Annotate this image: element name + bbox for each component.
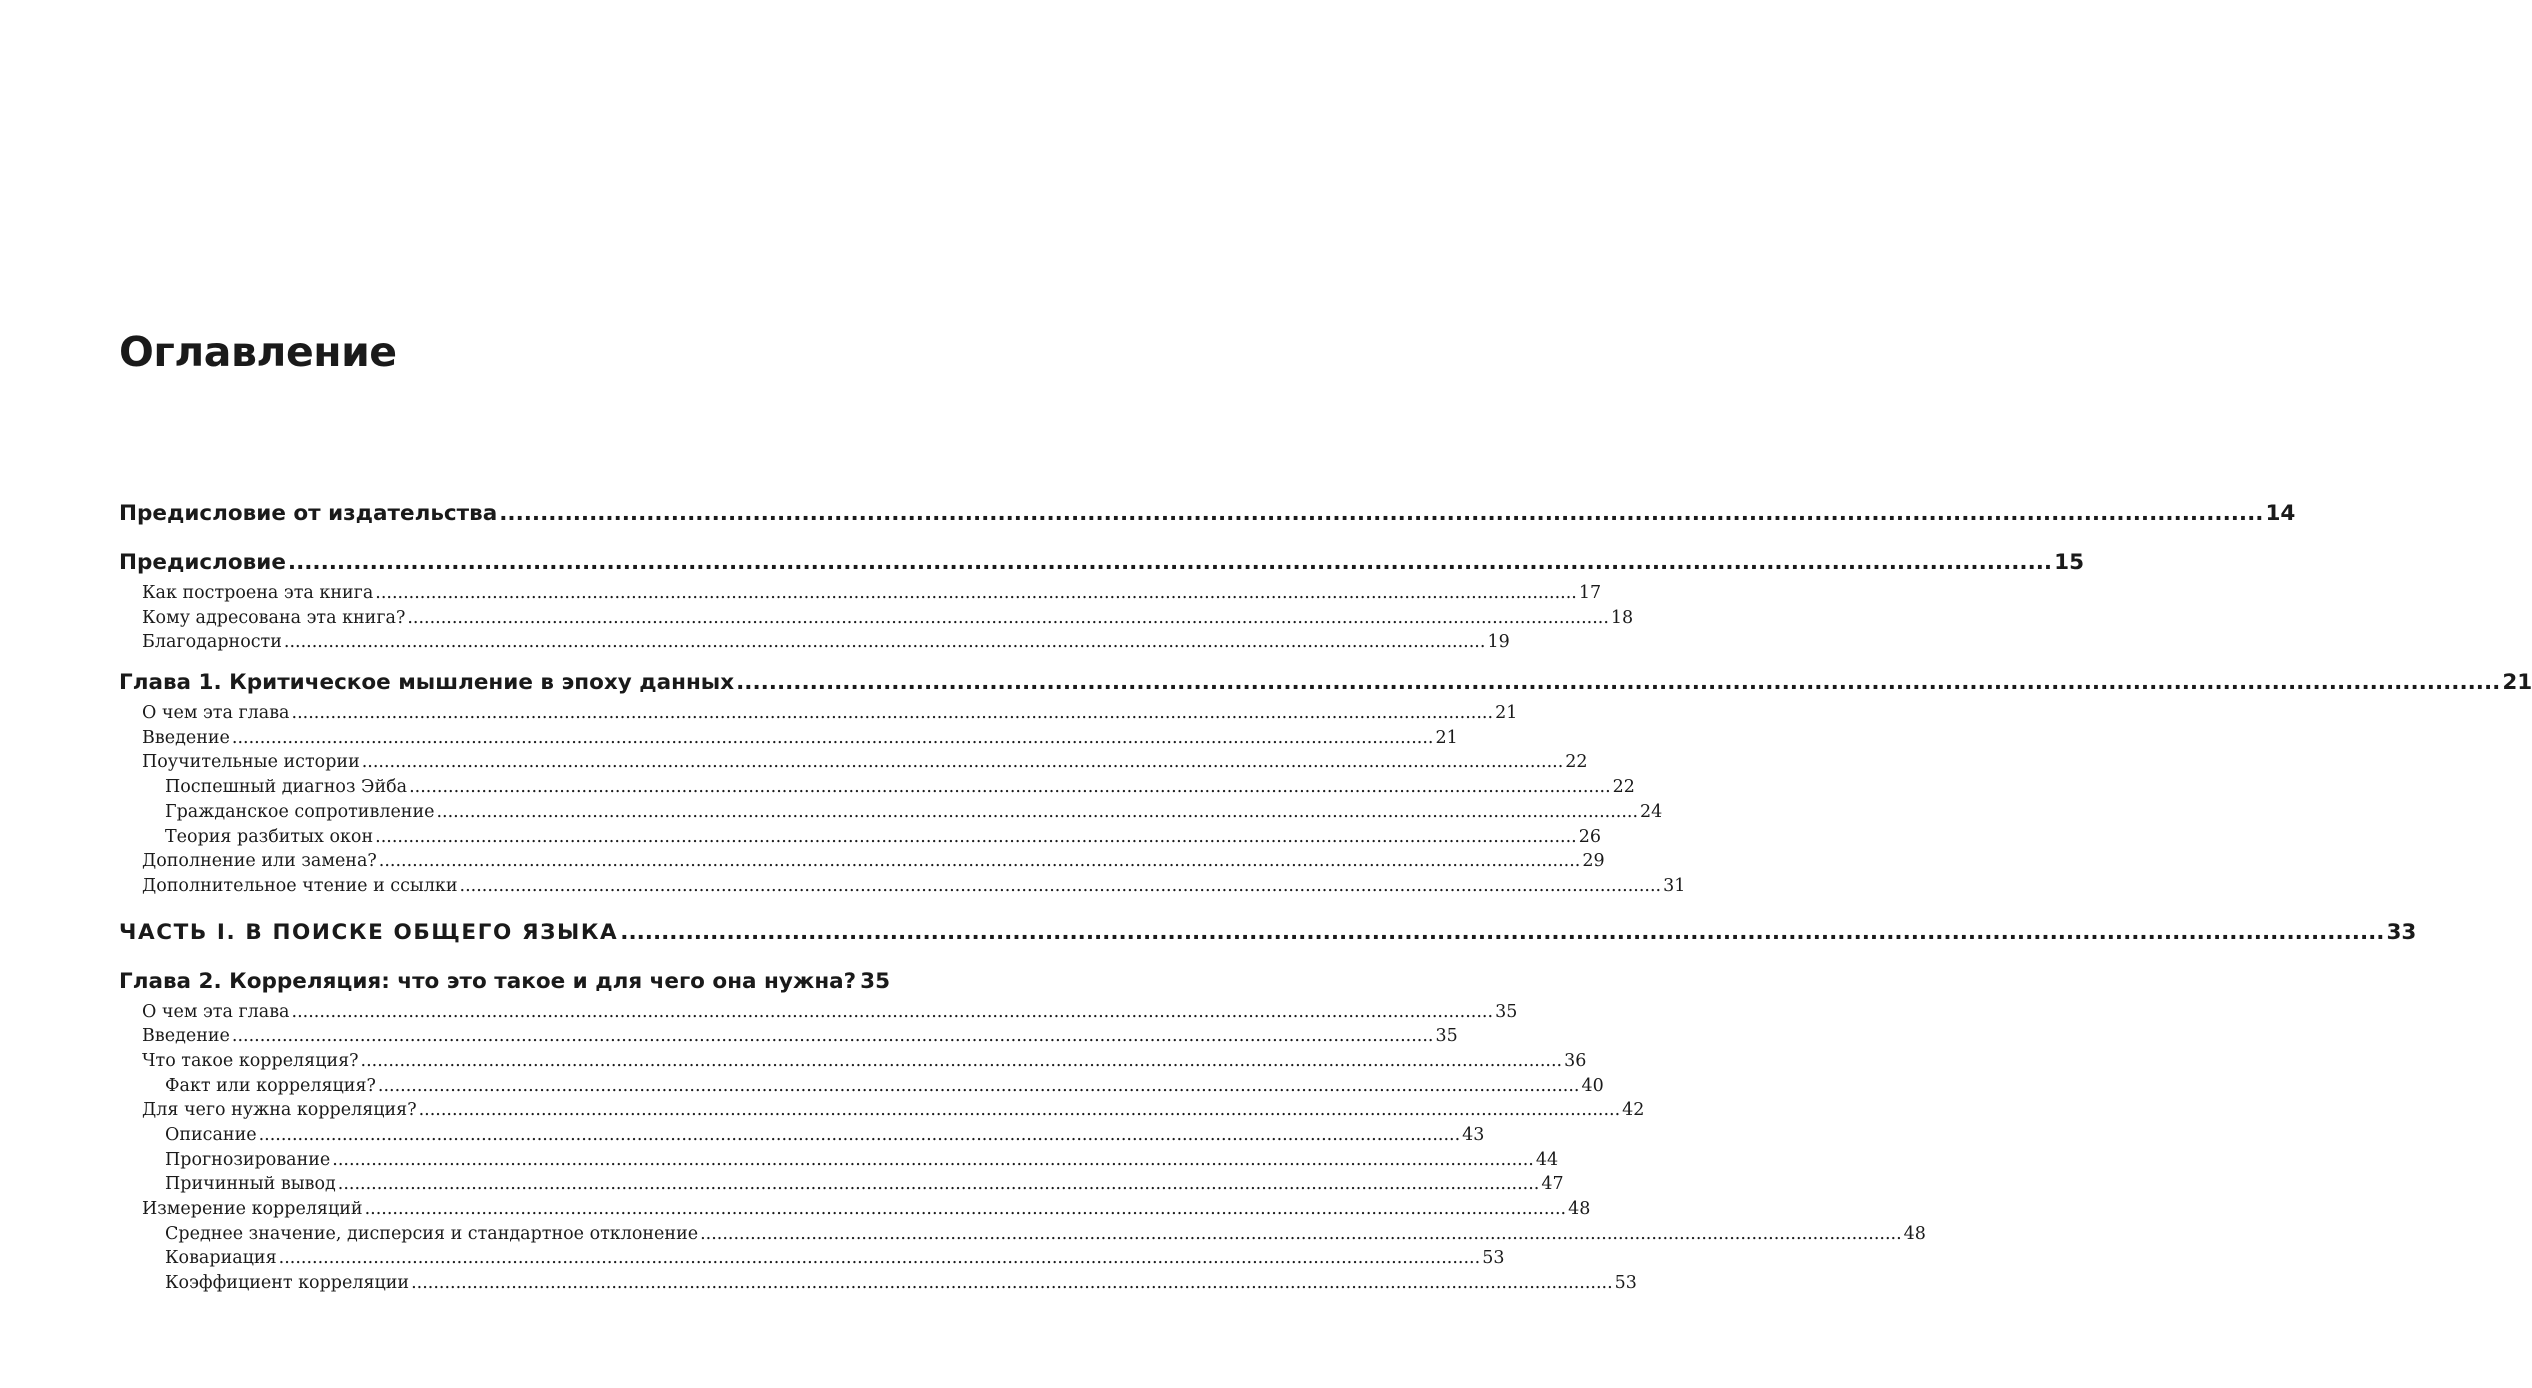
dot-leader: ........................................................................................................................................................................................................................ xyxy=(364,1199,1567,1220)
toc-subsubentry[interactable] xyxy=(119,1271,1637,1296)
dot-leader: ........................................................................................................................................................................................................................ xyxy=(291,1001,1494,1022)
toc-subentry-label: Как построена эта книга xyxy=(142,583,374,603)
toc-entry-preface[interactable] xyxy=(119,545,2085,581)
toc-subentry-page: 40 xyxy=(1581,1075,1604,1096)
toc-subentry-page: 48 xyxy=(1568,1199,1591,1220)
toc-subentry-label: Введение xyxy=(142,1026,230,1047)
dot-leader: ........................................................................................................................................................................................................................ xyxy=(337,1174,1540,1195)
toc-subentry-page: 48 xyxy=(1903,1223,1926,1244)
toc-subentry-page: 53 xyxy=(1482,1248,1505,1269)
toc-subentry-page: 18 xyxy=(1610,607,1634,628)
dot-leader: ........................................................................................................................................................................................................................ xyxy=(459,875,1662,896)
dot-leader: ........................................................................................................................................................................................................................ xyxy=(499,501,2264,526)
toc-entry-label: ЧАСТЬ I. В ПОИСКЕ ОБЩЕГО ЯЗЫКА xyxy=(119,919,619,945)
toc-entry-part-1[interactable] xyxy=(119,915,2417,951)
toc-subentry[interactable] xyxy=(119,581,1602,606)
dot-leader: ........................................................................................................................................................................................................................ xyxy=(409,777,1611,798)
toc-subentry-label: Дополнительное чтение и ссылки xyxy=(142,875,458,896)
toc-subentry-page: 35 xyxy=(1495,1001,1518,1022)
dot-leader: ........................................................................................................................................................................................................................ xyxy=(411,1273,1613,1294)
toc-subentry-page: 17 xyxy=(1578,583,1602,603)
toc-subentry[interactable] xyxy=(119,1024,1458,1049)
toc-entry-label: Глава 1. Критическое мышление в эпоху данных xyxy=(119,670,735,696)
toc-subentry-page: 21 xyxy=(1435,727,1458,748)
toc-subentry-label: Среднее значение, дисперсия и стандартное отклонение xyxy=(165,1223,699,1244)
toc-subentry-page: 19 xyxy=(1487,632,1510,653)
toc-subsubentry[interactable] xyxy=(119,800,1663,825)
toc-subsubentry[interactable] xyxy=(119,1074,1604,1099)
page-title: Оглавление xyxy=(119,328,397,376)
toc-subentry[interactable] xyxy=(119,701,1518,726)
dot-leader: ........................................................................................................................................................................................................................ xyxy=(361,752,1564,773)
toc-subentry-label: Кому адресована эта книга? xyxy=(142,607,406,628)
toc-subentry-page: 36 xyxy=(1564,1050,1587,1071)
table-of-contents xyxy=(119,496,2532,1296)
toc-subentry-label: Поспешный диагноз Эйба xyxy=(165,777,408,798)
toc-subentry-label: Введение xyxy=(142,727,230,748)
toc-subentry-label: Гражданское сопротивление xyxy=(165,801,435,822)
toc-entry-chapter-1[interactable] xyxy=(119,665,2532,701)
dot-leader: ........................................................................................................................................................................................................................ xyxy=(231,727,1434,748)
dot-leader: ........................................................................................................................................................................................................................ xyxy=(407,607,1609,628)
toc-subentry-label: Коэффициент корреляции xyxy=(165,1273,410,1294)
toc-subentry-page: 43 xyxy=(1462,1125,1485,1145)
toc-entry-page: 21 xyxy=(2502,670,2532,696)
toc-subentry-page: 26 xyxy=(1578,826,1601,847)
toc-entry-page: 15 xyxy=(2054,550,2085,575)
dot-leader: ........................................................................................................................................................................................................................ xyxy=(291,703,1494,724)
toc-entry-page: 14 xyxy=(2265,501,2296,526)
toc-subentry[interactable] xyxy=(119,1049,1587,1074)
toc-entry-chapter-2[interactable] xyxy=(119,964,891,1000)
toc-subentry-label: Описание xyxy=(165,1125,257,1145)
toc-subentry-label: Что такое корреляция? xyxy=(142,1050,359,1071)
toc-subsubentry[interactable] xyxy=(119,1222,1926,1247)
toc-subsubentry[interactable] xyxy=(119,1123,1485,1148)
toc-entry-label: Глава 2. Корреляция: что это такое и для чего она нужна? xyxy=(119,968,857,994)
toc-subentry[interactable] xyxy=(119,726,1458,751)
toc-subentry-page: 29 xyxy=(1582,851,1605,872)
toc-entry-label: Предисловие от издательства xyxy=(119,501,498,526)
toc-subentry-label: Теория разбитых окон xyxy=(165,826,374,847)
toc-subsubentry[interactable] xyxy=(119,1246,1505,1271)
toc-subentry-label: Для чего нужна корреляция? xyxy=(142,1100,417,1121)
toc-subentry[interactable] xyxy=(119,1000,1518,1025)
toc-subsubentry[interactable] xyxy=(119,775,1635,800)
dot-leader: ........................................................................................................................................................................................................................ xyxy=(736,670,2501,696)
toc-subentry-label: Благодарности xyxy=(142,632,282,653)
dot-leader: ........................................................................................................................................................................................................................ xyxy=(375,583,1577,603)
toc-subentry[interactable] xyxy=(119,1197,1591,1222)
dot-leader: ........................................................................................................................................................................................................................ xyxy=(360,1050,1563,1071)
toc-subentry-page: 24 xyxy=(1640,801,1663,822)
dot-leader: ........................................................................................................................................................................................................................ xyxy=(278,1248,1481,1269)
toc-subentry[interactable] xyxy=(119,630,1510,655)
dot-leader: ........................................................................................................................................................................................................................ xyxy=(620,919,2385,945)
toc-subentry-label: Прогнозирование xyxy=(165,1149,331,1170)
toc-subentry-page: 22 xyxy=(1612,777,1635,798)
toc-subentry[interactable] xyxy=(119,606,1634,631)
toc-subentry[interactable] xyxy=(119,849,1605,874)
toc-subsubentry[interactable] xyxy=(119,1148,1559,1173)
dot-leader: ........................................................................................................................................................................................................................ xyxy=(287,550,2053,575)
toc-subentry-page: 35 xyxy=(1435,1026,1458,1047)
toc-subentry-page: 44 xyxy=(1535,1149,1559,1170)
toc-subentry-label: Факт или корреляция? xyxy=(165,1075,376,1096)
toc-subentry-label: О чем эта глава xyxy=(142,1001,290,1022)
toc-subentry-label: О чем эта глава xyxy=(142,703,290,724)
dot-leader: ........................................................................................................................................................................................................................ xyxy=(378,851,1581,872)
toc-subentry-page: 47 xyxy=(1541,1174,1564,1195)
toc-subentry[interactable] xyxy=(119,750,1588,775)
toc-subentry-page: 53 xyxy=(1614,1273,1637,1294)
toc-subentry-label: Измерение корреляций xyxy=(142,1199,363,1220)
toc-subentry-label: Ковариация xyxy=(165,1248,277,1269)
toc-subentry-label: Дополнение или замена? xyxy=(142,851,377,872)
toc-subsubentry[interactable] xyxy=(119,1172,1564,1197)
dot-leader: ........................................................................................................................................................................................................................ xyxy=(375,826,1577,847)
dot-leader: ........................................................................................................................................................................................................................ xyxy=(231,1026,1434,1047)
toc-subentry-page: 21 xyxy=(1495,703,1518,724)
toc-entry-label: Предисловие xyxy=(119,550,286,575)
toc-subentry-page: 22 xyxy=(1565,752,1588,773)
toc-entry-page: 35 xyxy=(860,968,891,994)
toc-subentry-label: Поучительные истории xyxy=(142,752,360,773)
dot-leader: ........................................................................................................................................................................................................................ xyxy=(283,632,1486,653)
dot-leader: ........................................................................................................................................................................................................................ xyxy=(436,801,1639,822)
toc-subentry-page: 42 xyxy=(1622,1100,1645,1121)
toc-entry-publisher-preface[interactable] xyxy=(119,496,2296,532)
dot-leader: ........................................................................................................................................................................................................................ xyxy=(258,1125,1461,1145)
dot-leader: ........................................................................................................................................................................................................................ xyxy=(332,1149,1534,1170)
toc-subentry[interactable] xyxy=(119,1098,1645,1123)
toc-subentry-page: 31 xyxy=(1663,875,1686,896)
toc-subentry[interactable] xyxy=(119,874,1686,899)
dot-leader: ........................................................................................................................................................................................................................ xyxy=(700,1223,1902,1244)
toc-entry-page: 33 xyxy=(2386,919,2417,945)
dot-leader: ........................................................................................................................................................................................................................ xyxy=(418,1100,1621,1121)
toc-subsubentry[interactable] xyxy=(119,825,1601,850)
toc-subentry-label: Причинный вывод xyxy=(165,1174,336,1195)
dot-leader: ........................................................................................................................................................................................................................ xyxy=(377,1075,1580,1096)
